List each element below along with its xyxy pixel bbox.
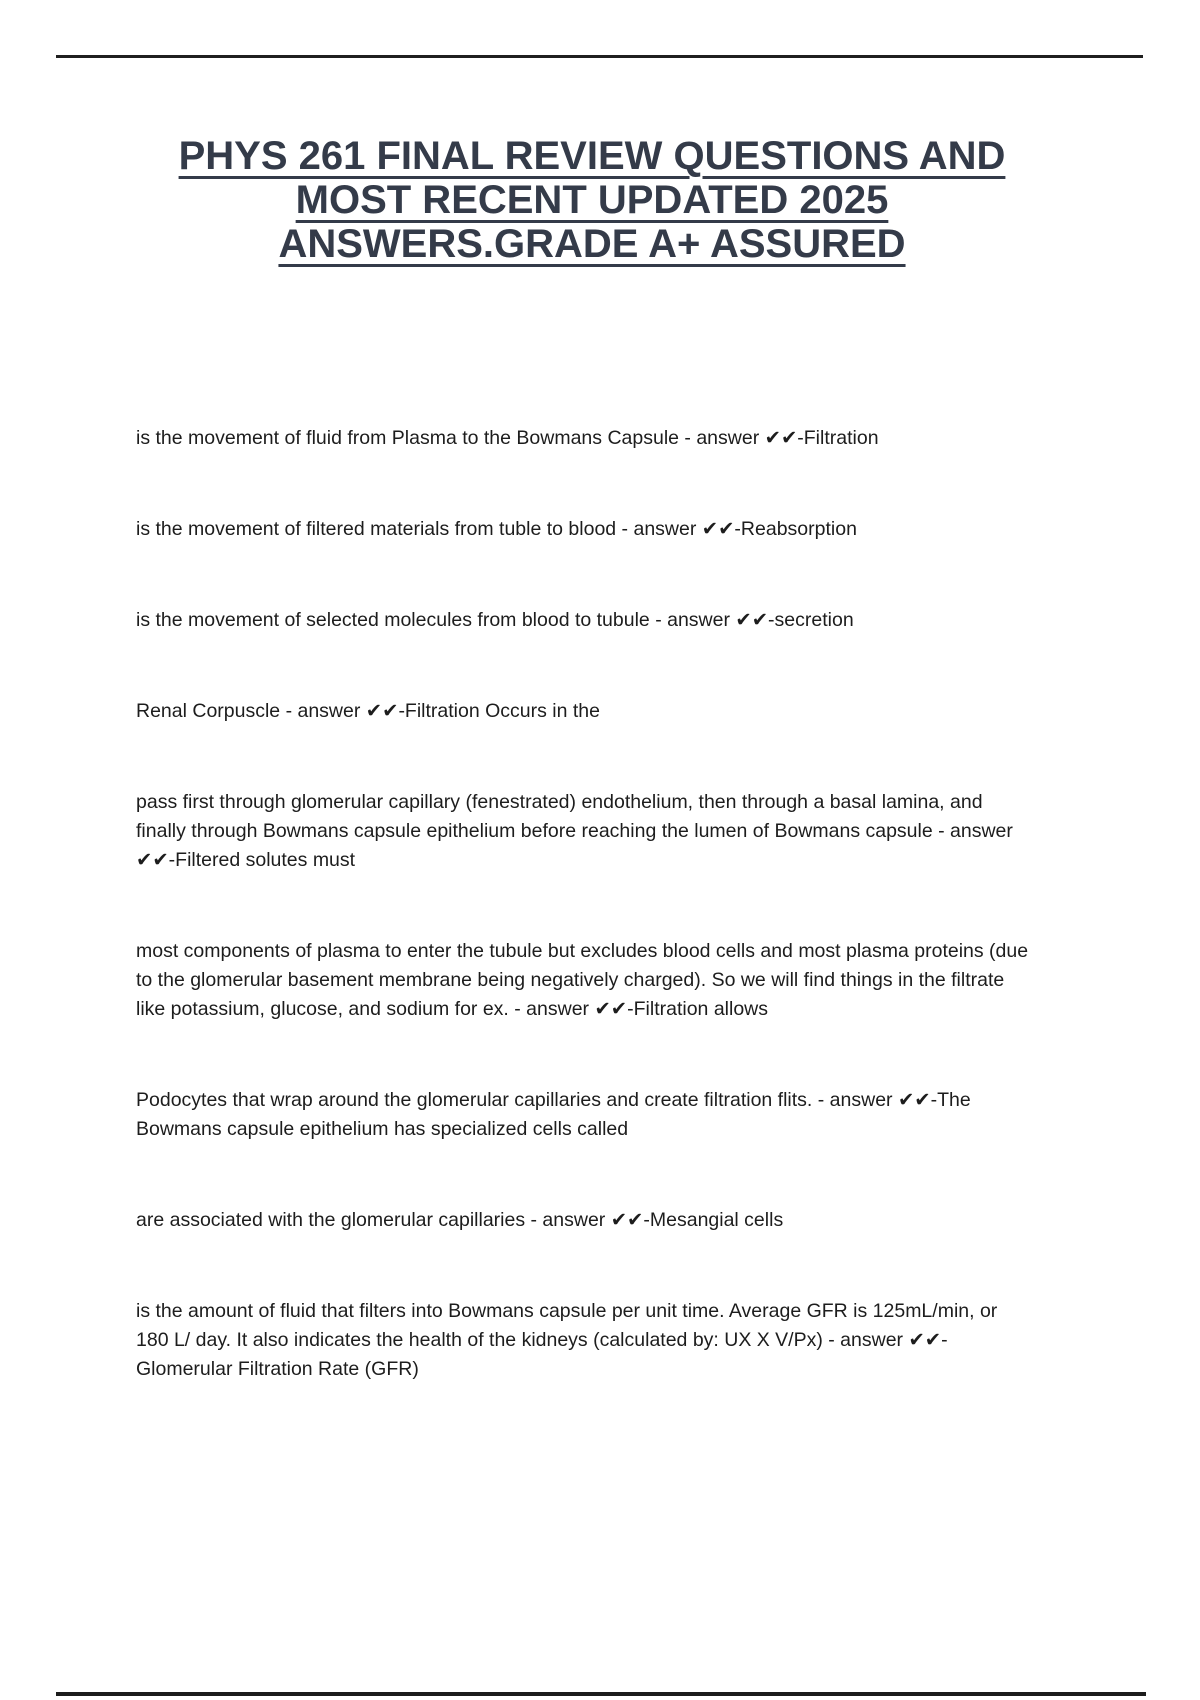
top-rule: [56, 55, 1143, 58]
bottom-rule: [56, 1692, 1146, 1696]
page-title-line-1: PHYS 261 FINAL REVIEW QUESTIONS AND: [178, 134, 1006, 178]
qa-item-2: is the movement of filtered materials from tuble to blood - answer ✔✔-Reabsorption: [136, 518, 857, 540]
qa-item-9: is the amount of fluid that filters into Bowmans capsule per unit time. Average GFR is 125mL/min, or 180 L/ day. It also indicates the health of the kidneys (calculated by: UX X V/Px) - answer ✔✔-Glomerular Filtration Rate (GFR): [136, 1300, 998, 1380]
qa-item-1: is the movement of fluid from Plasma to the Bowmans Capsule - answer ✔✔-Filtration: [136, 427, 879, 449]
qa-item-3: is the movement of selected molecules from blood to tubule - answer ✔✔-secretion: [136, 609, 854, 631]
qa-list: [136, 424, 1031, 1446]
qa-item-5: pass first through glomerular capillary (fenestrated) endothelium, then through a basal lamina, and finally through Bowmans capsule epithelium before reaching the lumen of Bowmans capsule - answer ✔✔-Filtered solutes must: [136, 791, 1013, 871]
page-title: [56, 134, 1128, 266]
page-title-line-2: MOST RECENT UPDATED 2025: [295, 178, 889, 222]
page-title-line-3: ANSWERS.GRADE A+ ASSURED: [278, 222, 906, 266]
qa-item-8: are associated with the glomerular capillaries - answer ✔✔-Mesangial cells: [136, 1209, 784, 1231]
qa-item-4: Renal Corpuscle - answer ✔✔-Filtration Occurs in the: [136, 700, 601, 722]
qa-item-7: Podocytes that wrap around the glomerular capillaries and create filtration flits. - answer ✔✔-The Bowmans capsule epithelium has specialized cells called: [136, 1089, 971, 1140]
qa-item-6: most components of plasma to enter the tubule but excludes blood cells and most plasma proteins (due to the glomerular basement membrane being negatively charged). So we will find things in the filtrate like potassium, glucose, and sodium for ex. - answer ✔✔-Filtration allows: [136, 940, 1029, 1020]
